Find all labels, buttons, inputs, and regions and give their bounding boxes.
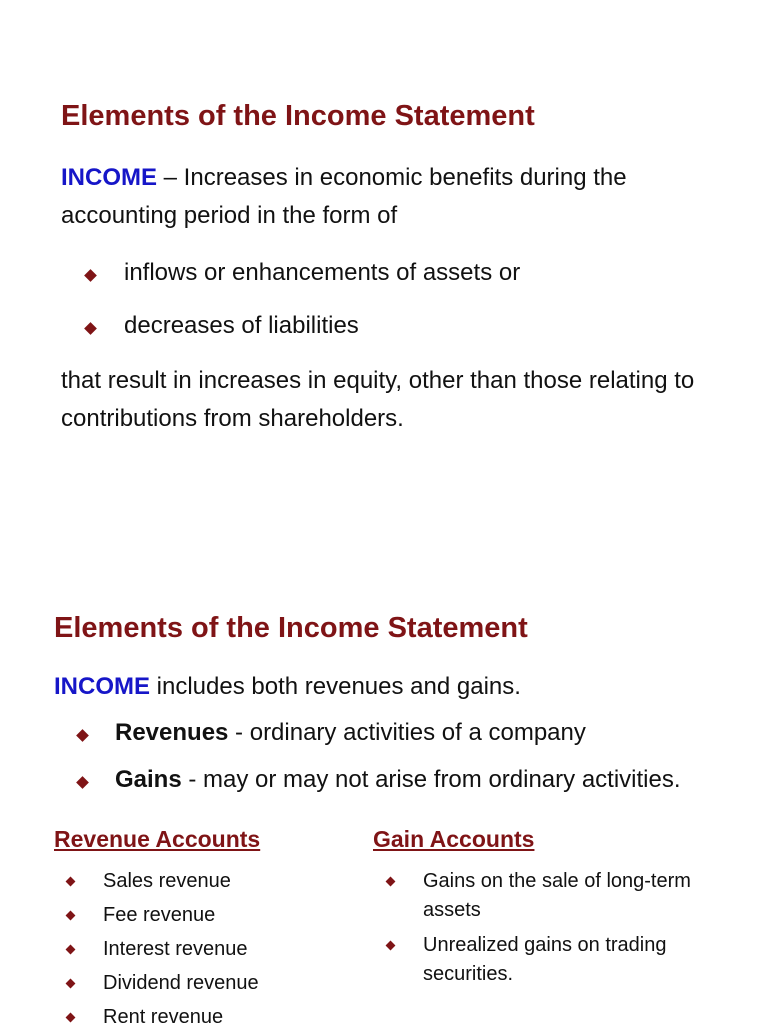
diamond-bullet-icon [66, 1013, 76, 1023]
bullet-term: Revenues [115, 719, 229, 746]
account-name: Sales revenue [103, 870, 231, 892]
diamond-bullet-icon [76, 729, 89, 742]
income-components-text: includes both revenues and gains. [150, 673, 521, 700]
gain-accounts-heading: Gain Accounts [373, 826, 535, 852]
slide-title: Elements of the Income Statement [54, 612, 528, 644]
diamond-bullet-icon [66, 945, 76, 955]
diamond-bullet-icon [386, 877, 396, 887]
bullet-term: Gains [115, 766, 182, 793]
income-definition-tail: that result in increases in equity, other than those relating to contributions from shareholders. [61, 367, 695, 432]
slide-income-components [0, 560, 768, 1028]
diamond-bullet-icon [84, 269, 97, 282]
diamond-bullet-icon [76, 776, 89, 789]
diamond-bullet-icon [66, 877, 76, 887]
bullet-description: - may or may not arise from ordinary activities. [181, 766, 681, 793]
income-keyword: INCOME [61, 164, 157, 191]
income-components-paragraph [54, 668, 521, 706]
bullet-text [115, 719, 586, 747]
bullet-description: - ordinary activities of a company [228, 719, 586, 746]
account-name: Dividend revenue [103, 972, 259, 994]
diamond-bullet-icon [386, 941, 396, 951]
account-name: Interest revenue [103, 938, 248, 960]
slide-title: Elements of the Income Statement [61, 100, 535, 132]
account-name: Fee revenue [103, 904, 216, 926]
bullet-text: decreases of liabilities [124, 312, 359, 339]
account-name: Gains on the sale of long-term assets [423, 870, 691, 921]
bullet-text [115, 766, 681, 794]
diamond-bullet-icon [84, 322, 97, 335]
account-name: Unrealized gains on trading securities. [423, 934, 667, 985]
diamond-bullet-icon [66, 911, 76, 921]
income-definition-text: – Increases in economic benefits during the accounting period in the form of [61, 164, 627, 229]
bullet-text: inflows or enhancements of assets or [124, 259, 521, 286]
account-name: Rent revenue [103, 1006, 224, 1028]
income-keyword: INCOME [54, 673, 150, 700]
revenue-accounts-heading: Revenue Accounts [54, 826, 261, 852]
income-definition-paragraph [61, 159, 741, 235]
diamond-bullet-icon [66, 979, 76, 989]
